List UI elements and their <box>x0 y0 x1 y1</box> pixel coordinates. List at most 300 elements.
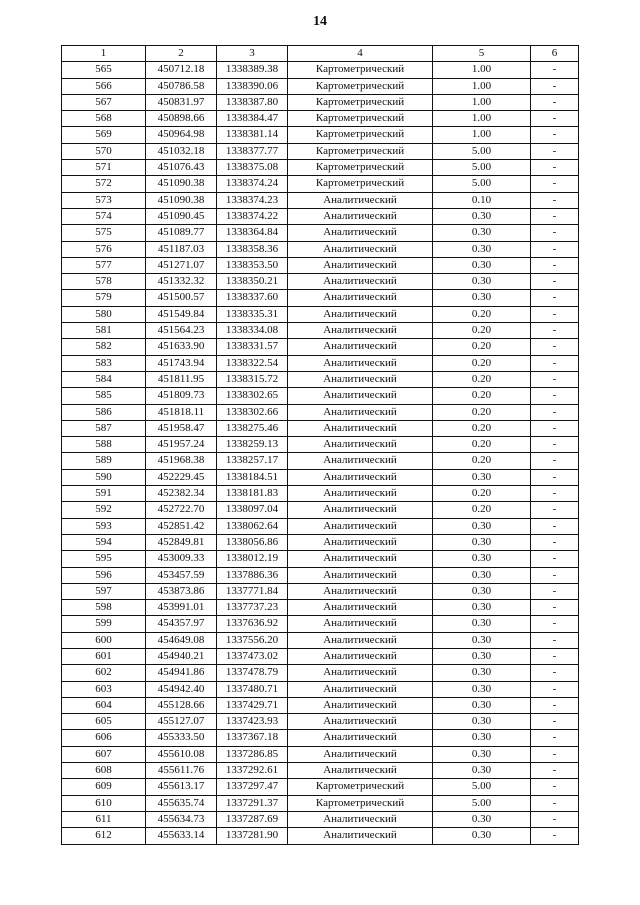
cell-accuracy: 0.20 <box>433 371 531 387</box>
cell-y-coordinate: 1338390.06 <box>217 78 288 94</box>
table-row <box>62 127 579 143</box>
cell-y-coordinate: 1338097.04 <box>217 502 288 518</box>
cell-note: - <box>531 648 579 664</box>
cell-x-coordinate: 455610.08 <box>146 746 217 762</box>
cell-x-coordinate: 451549.84 <box>146 306 217 322</box>
table-row <box>62 437 579 453</box>
cell-x-coordinate: 450712.18 <box>146 62 217 78</box>
cell-note: - <box>531 437 579 453</box>
table-row <box>62 486 579 502</box>
table-row <box>62 111 579 127</box>
cell-y-coordinate: 1337478.79 <box>217 665 288 681</box>
cell-accuracy: 0.30 <box>433 648 531 664</box>
cell-x-coordinate: 452722.70 <box>146 502 217 518</box>
cell-note: - <box>531 714 579 730</box>
cell-method: Картометрический <box>288 62 433 78</box>
cell-method: Аналитический <box>288 355 433 371</box>
cell-method: Картометрический <box>288 127 433 143</box>
cell-y-coordinate: 1337473.02 <box>217 648 288 664</box>
cell-point-number: 604 <box>62 697 146 713</box>
table-row <box>62 94 579 110</box>
cell-accuracy: 0.30 <box>433 567 531 583</box>
table-row <box>62 208 579 224</box>
cell-point-number: 584 <box>62 371 146 387</box>
cell-x-coordinate: 453009.33 <box>146 551 217 567</box>
table-row <box>62 730 579 746</box>
cell-note: - <box>531 274 579 290</box>
cell-point-number: 598 <box>62 600 146 616</box>
cell-method: Аналитический <box>288 404 433 420</box>
cell-accuracy: 1.00 <box>433 94 531 110</box>
cell-y-coordinate: 1337291.37 <box>217 795 288 811</box>
cell-method: Картометрический <box>288 143 433 159</box>
cell-point-number: 594 <box>62 534 146 550</box>
cell-accuracy: 0.30 <box>433 616 531 632</box>
cell-method: Аналитический <box>288 632 433 648</box>
cell-note: - <box>531 730 579 746</box>
cell-point-number: 610 <box>62 795 146 811</box>
cell-point-number: 578 <box>62 274 146 290</box>
table-row <box>62 714 579 730</box>
cell-accuracy: 1.00 <box>433 127 531 143</box>
cell-note: - <box>531 632 579 648</box>
cell-y-coordinate: 1338334.08 <box>217 323 288 339</box>
cell-method: Аналитический <box>288 697 433 713</box>
table-row <box>62 453 579 469</box>
cell-method: Аналитический <box>288 665 433 681</box>
cell-method: Аналитический <box>288 567 433 583</box>
table-row <box>62 567 579 583</box>
cell-accuracy: 0.30 <box>433 746 531 762</box>
cell-accuracy: 0.20 <box>433 420 531 436</box>
cell-method: Аналитический <box>288 420 433 436</box>
cell-y-coordinate: 1338384.47 <box>217 111 288 127</box>
cell-method: Аналитический <box>288 648 433 664</box>
cell-accuracy: 0.30 <box>433 665 531 681</box>
cell-accuracy: 0.30 <box>433 469 531 485</box>
table-row <box>62 534 579 550</box>
cell-x-coordinate: 454940.21 <box>146 648 217 664</box>
cell-note: - <box>531 404 579 420</box>
cell-x-coordinate: 455613.17 <box>146 779 217 795</box>
cell-accuracy: 0.30 <box>433 600 531 616</box>
table-row <box>62 681 579 697</box>
cell-method: Аналитический <box>288 208 433 224</box>
cell-method: Аналитический <box>288 600 433 616</box>
cell-method: Аналитический <box>288 486 433 502</box>
cell-y-coordinate: 1338337.60 <box>217 290 288 306</box>
col-header-2: 2 <box>146 46 217 62</box>
cell-x-coordinate: 451271.07 <box>146 257 217 273</box>
cell-y-coordinate: 1338302.65 <box>217 388 288 404</box>
cell-y-coordinate: 1337429.71 <box>217 697 288 713</box>
cell-note: - <box>531 78 579 94</box>
cell-method: Аналитический <box>288 502 433 518</box>
cell-method: Картометрический <box>288 795 433 811</box>
table-row <box>62 665 579 681</box>
table-row <box>62 323 579 339</box>
cell-note: - <box>531 665 579 681</box>
cell-method: Аналитический <box>288 551 433 567</box>
cell-point-number: 603 <box>62 681 146 697</box>
cell-method: Картометрический <box>288 779 433 795</box>
cell-method: Аналитический <box>288 616 433 632</box>
cell-x-coordinate: 452849.81 <box>146 534 217 550</box>
cell-y-coordinate: 1337771.84 <box>217 583 288 599</box>
cell-y-coordinate: 1337556.20 <box>217 632 288 648</box>
cell-x-coordinate: 451032.18 <box>146 143 217 159</box>
cell-method: Аналитический <box>288 241 433 257</box>
table-row <box>62 469 579 485</box>
table-row <box>62 274 579 290</box>
cell-x-coordinate: 455635.74 <box>146 795 217 811</box>
cell-point-number: 574 <box>62 208 146 224</box>
cell-y-coordinate: 1338302.66 <box>217 404 288 420</box>
header-row <box>62 46 579 62</box>
cell-accuracy: 0.30 <box>433 828 531 844</box>
cell-y-coordinate: 1338184.51 <box>217 469 288 485</box>
cell-x-coordinate: 451818.11 <box>146 404 217 420</box>
cell-point-number: 577 <box>62 257 146 273</box>
cell-y-coordinate: 1338381.14 <box>217 127 288 143</box>
cell-point-number: 596 <box>62 567 146 583</box>
cell-note: - <box>531 176 579 192</box>
cell-y-coordinate: 1338353.50 <box>217 257 288 273</box>
cell-point-number: 611 <box>62 811 146 827</box>
cell-accuracy: 0.30 <box>433 632 531 648</box>
cell-point-number: 607 <box>62 746 146 762</box>
cell-point-number: 581 <box>62 323 146 339</box>
cell-y-coordinate: 1338322.54 <box>217 355 288 371</box>
col-header-3: 3 <box>217 46 288 62</box>
cell-point-number: 591 <box>62 486 146 502</box>
cell-point-number: 589 <box>62 453 146 469</box>
cell-x-coordinate: 452851.42 <box>146 518 217 534</box>
coordinates-table <box>61 45 579 845</box>
table-row <box>62 502 579 518</box>
cell-y-coordinate: 1337292.61 <box>217 763 288 779</box>
cell-x-coordinate: 451076.43 <box>146 160 217 176</box>
cell-x-coordinate: 451957.24 <box>146 437 217 453</box>
cell-method: Картометрический <box>288 78 433 94</box>
cell-note: - <box>531 388 579 404</box>
cell-accuracy: 0.30 <box>433 583 531 599</box>
cell-note: - <box>531 681 579 697</box>
cell-note: - <box>531 62 579 78</box>
cell-x-coordinate: 451958.47 <box>146 420 217 436</box>
cell-method: Картометрический <box>288 111 433 127</box>
cell-method: Аналитический <box>288 681 433 697</box>
cell-x-coordinate: 451743.94 <box>146 355 217 371</box>
cell-method: Аналитический <box>288 469 433 485</box>
cell-y-coordinate: 1338350.21 <box>217 274 288 290</box>
cell-note: - <box>531 143 579 159</box>
cell-accuracy: 0.30 <box>433 274 531 290</box>
cell-accuracy: 1.00 <box>433 78 531 94</box>
cell-point-number: 565 <box>62 62 146 78</box>
cell-note: - <box>531 600 579 616</box>
cell-y-coordinate: 1338259.13 <box>217 437 288 453</box>
cell-accuracy: 1.00 <box>433 111 531 127</box>
table-row <box>62 795 579 811</box>
cell-x-coordinate: 452382.34 <box>146 486 217 502</box>
cell-point-number: 579 <box>62 290 146 306</box>
cell-y-coordinate: 1337423.93 <box>217 714 288 730</box>
cell-note: - <box>531 811 579 827</box>
cell-accuracy: 5.00 <box>433 160 531 176</box>
cell-note: - <box>531 323 579 339</box>
cell-x-coordinate: 451500.57 <box>146 290 217 306</box>
cell-y-coordinate: 1338056.86 <box>217 534 288 550</box>
cell-note: - <box>531 486 579 502</box>
table-row <box>62 192 579 208</box>
cell-method: Аналитический <box>288 290 433 306</box>
cell-accuracy: 0.20 <box>433 437 531 453</box>
cell-accuracy: 5.00 <box>433 795 531 811</box>
cell-y-coordinate: 1338374.23 <box>217 192 288 208</box>
cell-y-coordinate: 1338375.08 <box>217 160 288 176</box>
cell-accuracy: 0.30 <box>433 714 531 730</box>
cell-y-coordinate: 1337297.47 <box>217 779 288 795</box>
cell-note: - <box>531 453 579 469</box>
cell-y-coordinate: 1338315.72 <box>217 371 288 387</box>
cell-note: - <box>531 241 579 257</box>
cell-x-coordinate: 454649.08 <box>146 632 217 648</box>
cell-x-coordinate: 451332.32 <box>146 274 217 290</box>
cell-method: Аналитический <box>288 257 433 273</box>
table-row <box>62 551 579 567</box>
table-row <box>62 632 579 648</box>
cell-note: - <box>531 160 579 176</box>
cell-method: Аналитический <box>288 518 433 534</box>
cell-note: - <box>531 534 579 550</box>
cell-note: - <box>531 828 579 844</box>
cell-y-coordinate: 1337367.18 <box>217 730 288 746</box>
cell-x-coordinate: 454357.97 <box>146 616 217 632</box>
cell-accuracy: 0.30 <box>433 730 531 746</box>
cell-accuracy: 1.00 <box>433 62 531 78</box>
table-row <box>62 697 579 713</box>
cell-point-number: 568 <box>62 111 146 127</box>
cell-point-number: 573 <box>62 192 146 208</box>
table-row <box>62 746 579 762</box>
cell-point-number: 587 <box>62 420 146 436</box>
col-header-1: 1 <box>62 46 146 62</box>
cell-x-coordinate: 451089.77 <box>146 225 217 241</box>
table-row <box>62 828 579 844</box>
cell-y-coordinate: 1338387.80 <box>217 94 288 110</box>
cell-y-coordinate: 1338335.31 <box>217 306 288 322</box>
table-row <box>62 811 579 827</box>
cell-y-coordinate: 1338257.17 <box>217 453 288 469</box>
cell-method: Картометрический <box>288 94 433 110</box>
cell-method: Аналитический <box>288 274 433 290</box>
page-number: 14 <box>313 14 327 29</box>
cell-point-number: 600 <box>62 632 146 648</box>
col-header-5: 5 <box>433 46 531 62</box>
cell-y-coordinate: 1338275.46 <box>217 420 288 436</box>
cell-method: Аналитический <box>288 437 433 453</box>
cell-note: - <box>531 551 579 567</box>
cell-point-number: 586 <box>62 404 146 420</box>
cell-point-number: 571 <box>62 160 146 176</box>
cell-method: Картометрический <box>288 176 433 192</box>
cell-point-number: 595 <box>62 551 146 567</box>
table-row <box>62 779 579 795</box>
cell-accuracy: 0.20 <box>433 306 531 322</box>
cell-method: Аналитический <box>288 371 433 387</box>
cell-y-coordinate: 1338377.77 <box>217 143 288 159</box>
table-row <box>62 62 579 78</box>
table-row <box>62 355 579 371</box>
cell-y-coordinate: 1338374.24 <box>217 176 288 192</box>
cell-x-coordinate: 451811.95 <box>146 371 217 387</box>
cell-point-number: 566 <box>62 78 146 94</box>
cell-x-coordinate: 451090.38 <box>146 192 217 208</box>
cell-x-coordinate: 451633.90 <box>146 339 217 355</box>
cell-note: - <box>531 257 579 273</box>
cell-x-coordinate: 452229.45 <box>146 469 217 485</box>
table-row <box>62 763 579 779</box>
cell-note: - <box>531 127 579 143</box>
cell-method: Аналитический <box>288 534 433 550</box>
cell-accuracy: 5.00 <box>433 143 531 159</box>
cell-method: Картометрический <box>288 160 433 176</box>
table-row <box>62 616 579 632</box>
table-row <box>62 160 579 176</box>
cell-accuracy: 0.30 <box>433 518 531 534</box>
cell-note: - <box>531 208 579 224</box>
cell-accuracy: 0.30 <box>433 681 531 697</box>
cell-y-coordinate: 1338062.64 <box>217 518 288 534</box>
table-row <box>62 518 579 534</box>
cell-method: Аналитический <box>288 746 433 762</box>
cell-point-number: 593 <box>62 518 146 534</box>
cell-y-coordinate: 1337636.92 <box>217 616 288 632</box>
cell-x-coordinate: 450898.66 <box>146 111 217 127</box>
cell-x-coordinate: 451564.23 <box>146 323 217 339</box>
cell-point-number: 608 <box>62 763 146 779</box>
table-row <box>62 257 579 273</box>
cell-accuracy: 0.30 <box>433 811 531 827</box>
cell-x-coordinate: 451809.73 <box>146 388 217 404</box>
cell-x-coordinate: 454942.40 <box>146 681 217 697</box>
cell-point-number: 599 <box>62 616 146 632</box>
cell-accuracy: 0.10 <box>433 192 531 208</box>
cell-x-coordinate: 454941.86 <box>146 665 217 681</box>
cell-y-coordinate: 1338331.57 <box>217 339 288 355</box>
cell-x-coordinate: 451187.03 <box>146 241 217 257</box>
cell-accuracy: 0.20 <box>433 404 531 420</box>
cell-method: Аналитический <box>288 763 433 779</box>
cell-note: - <box>531 355 579 371</box>
cell-method: Аналитический <box>288 339 433 355</box>
cell-accuracy: 0.30 <box>433 551 531 567</box>
table-row <box>62 388 579 404</box>
cell-x-coordinate: 455611.76 <box>146 763 217 779</box>
table-row <box>62 371 579 387</box>
cell-x-coordinate: 455634.73 <box>146 811 217 827</box>
col-header-4: 4 <box>288 46 433 62</box>
table-row <box>62 143 579 159</box>
cell-method: Аналитический <box>288 225 433 241</box>
table-row <box>62 339 579 355</box>
cell-note: - <box>531 763 579 779</box>
cell-accuracy: 0.20 <box>433 355 531 371</box>
cell-y-coordinate: 1338389.38 <box>217 62 288 78</box>
cell-x-coordinate: 451090.45 <box>146 208 217 224</box>
cell-method: Аналитический <box>288 388 433 404</box>
cell-note: - <box>531 795 579 811</box>
cell-note: - <box>531 583 579 599</box>
cell-accuracy: 0.20 <box>433 388 531 404</box>
cell-point-number: 569 <box>62 127 146 143</box>
cell-note: - <box>531 502 579 518</box>
cell-x-coordinate: 455128.66 <box>146 697 217 713</box>
cell-note: - <box>531 746 579 762</box>
cell-note: - <box>531 225 579 241</box>
cell-point-number: 605 <box>62 714 146 730</box>
cell-method: Аналитический <box>288 306 433 322</box>
cell-point-number: 597 <box>62 583 146 599</box>
cell-point-number: 570 <box>62 143 146 159</box>
cell-note: - <box>531 111 579 127</box>
cell-note: - <box>531 339 579 355</box>
cell-point-number: 580 <box>62 306 146 322</box>
cell-note: - <box>531 518 579 534</box>
cell-point-number: 572 <box>62 176 146 192</box>
cell-accuracy: 0.30 <box>433 208 531 224</box>
cell-y-coordinate: 1338364.84 <box>217 225 288 241</box>
cell-accuracy: 0.30 <box>433 225 531 241</box>
cell-y-coordinate: 1337480.71 <box>217 681 288 697</box>
table-row <box>62 290 579 306</box>
cell-point-number: 606 <box>62 730 146 746</box>
cell-note: - <box>531 290 579 306</box>
cell-note: - <box>531 306 579 322</box>
cell-x-coordinate: 453873.86 <box>146 583 217 599</box>
cell-x-coordinate: 453991.01 <box>146 600 217 616</box>
cell-point-number: 582 <box>62 339 146 355</box>
cell-note: - <box>531 697 579 713</box>
cell-y-coordinate: 1338181.83 <box>217 486 288 502</box>
cell-note: - <box>531 420 579 436</box>
cell-note: - <box>531 371 579 387</box>
cell-point-number: 601 <box>62 648 146 664</box>
cell-accuracy: 0.30 <box>433 290 531 306</box>
cell-method: Аналитический <box>288 453 433 469</box>
cell-y-coordinate: 1338374.22 <box>217 208 288 224</box>
cell-accuracy: 0.30 <box>433 257 531 273</box>
cell-accuracy: 5.00 <box>433 779 531 795</box>
cell-x-coordinate: 455333.50 <box>146 730 217 746</box>
table-body <box>62 62 579 844</box>
cell-point-number: 590 <box>62 469 146 485</box>
table-row <box>62 600 579 616</box>
table-row <box>62 306 579 322</box>
cell-point-number: 567 <box>62 94 146 110</box>
cell-point-number: 576 <box>62 241 146 257</box>
cell-point-number: 609 <box>62 779 146 795</box>
cell-method: Аналитический <box>288 714 433 730</box>
cell-method: Аналитический <box>288 583 433 599</box>
cell-accuracy: 5.00 <box>433 176 531 192</box>
cell-accuracy: 0.30 <box>433 241 531 257</box>
cell-accuracy: 0.20 <box>433 502 531 518</box>
cell-x-coordinate: 455127.07 <box>146 714 217 730</box>
cell-x-coordinate: 451968.38 <box>146 453 217 469</box>
cell-accuracy: 0.20 <box>433 486 531 502</box>
